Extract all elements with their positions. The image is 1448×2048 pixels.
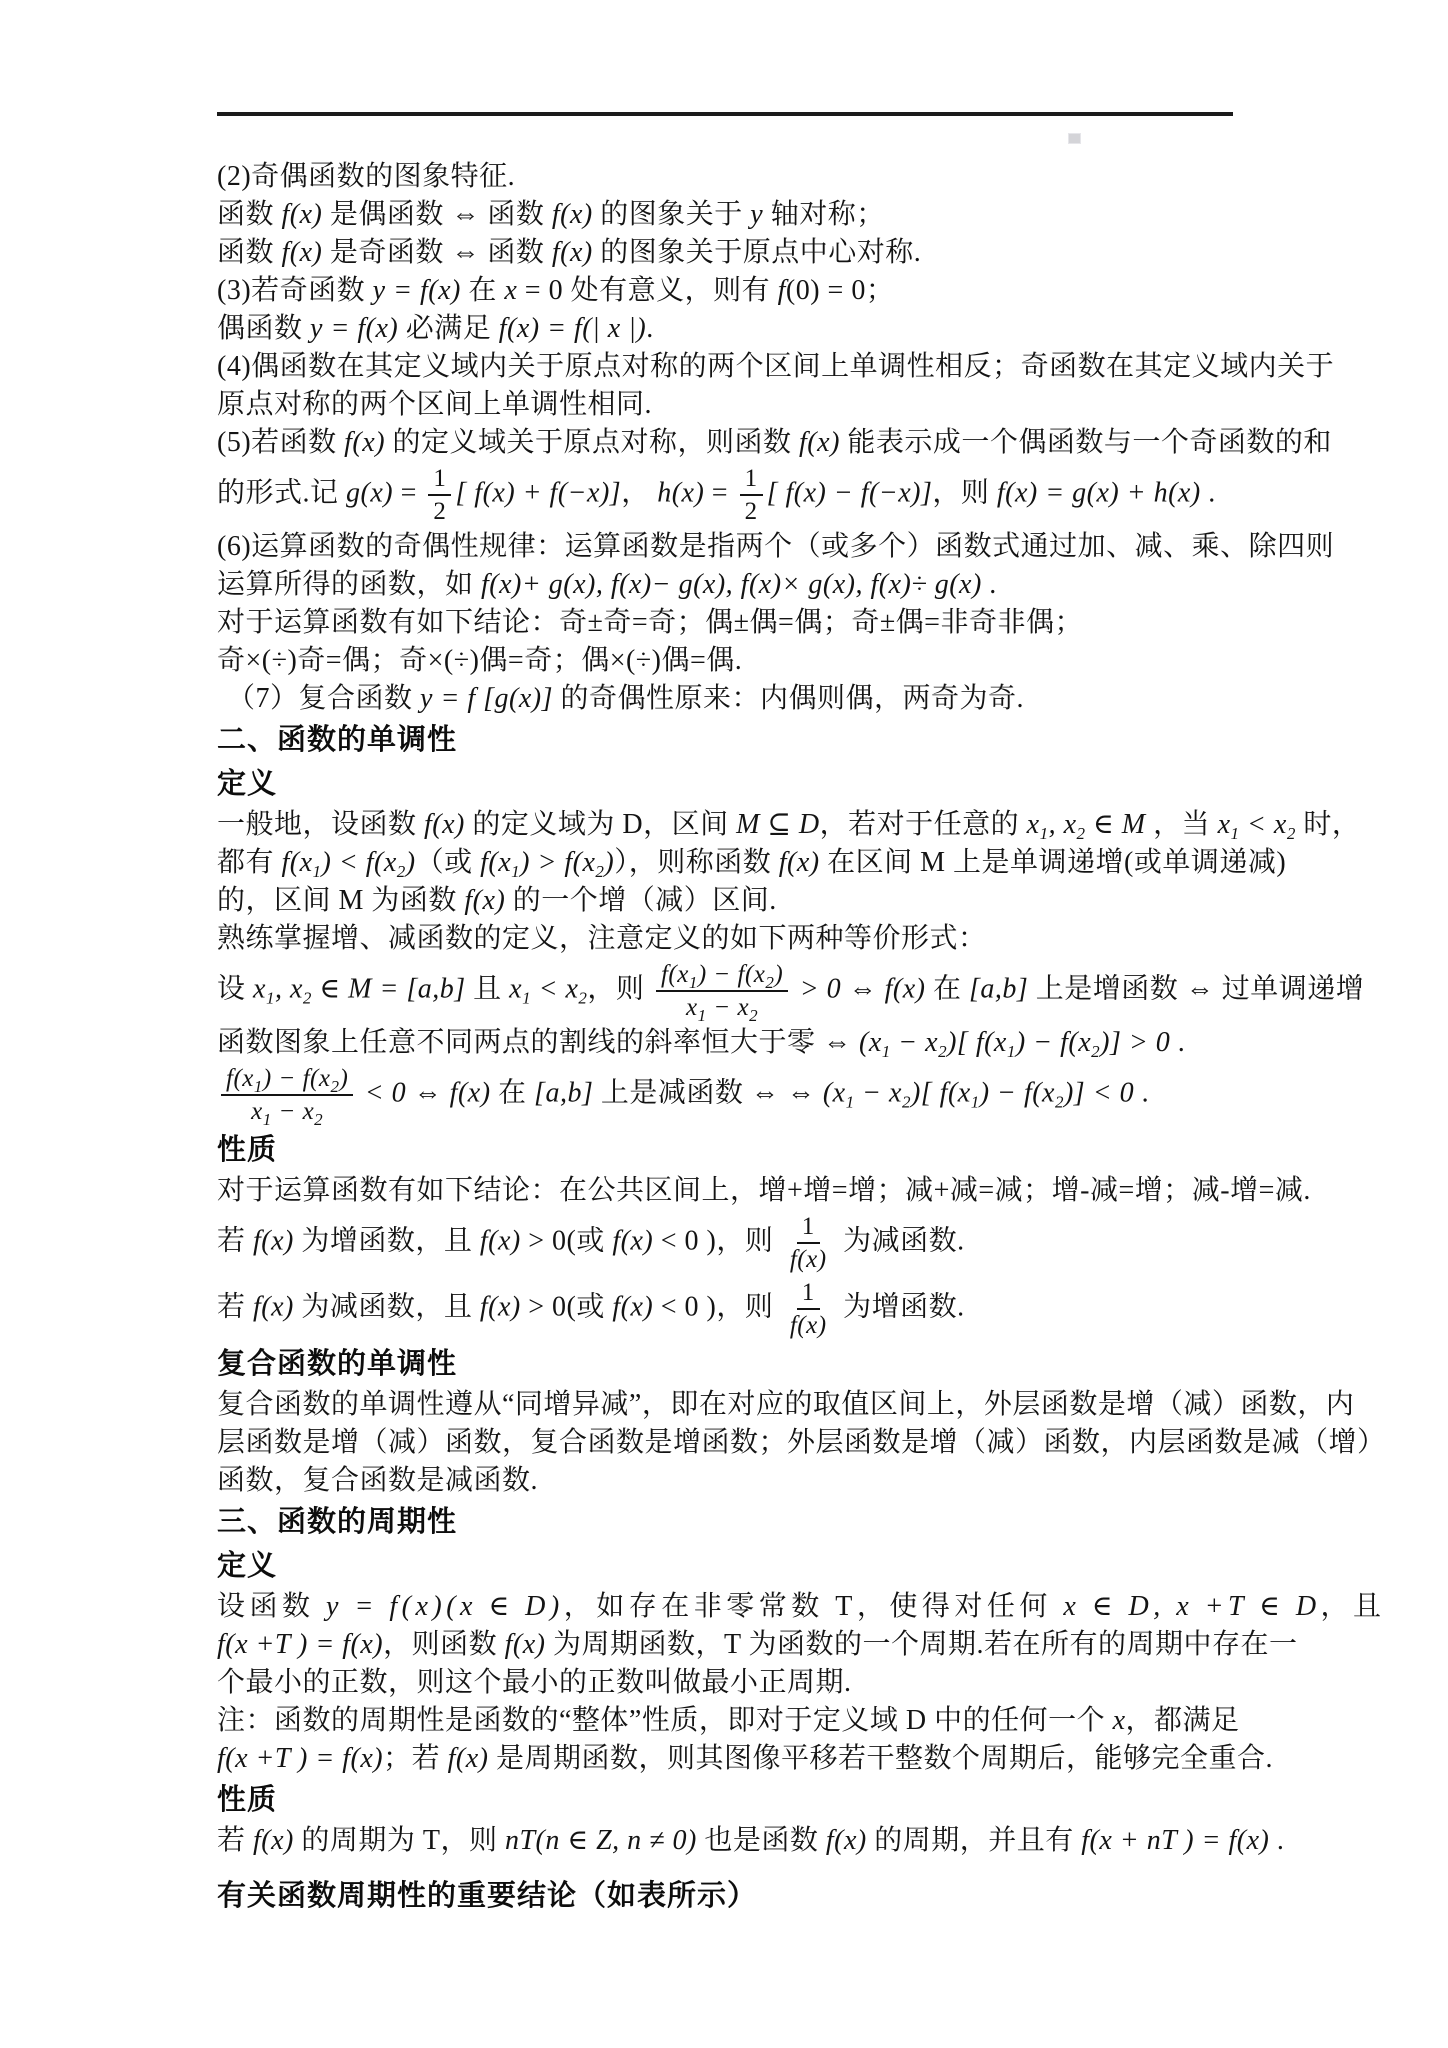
text-line: 的，区间 M 为函数 f(x) 的一个增（减）区间. — [217, 885, 777, 916]
text-line: (5)若函数 f(x) 的定义域关于原点对称，则函数 f(x) 能表示成一个偶函数与一个奇函数的和 — [217, 427, 1332, 458]
text-line: f(x +T ) = f(x)，则函数 f(x) 为周期函数，T 为函数的一个周期.若在所有的周期中存在一 — [217, 1629, 1298, 1660]
text-line: f(x +T ) = f(x)；若 f(x) 是周期函数，则其图像平移若干整数个周期后，能够完全重合. — [217, 1743, 1273, 1774]
text-line: $\frac{f(x_1) - f(x_2)}{x_1 - x_2}$ < 0 ⇔ f(x) 在 [a,b] 上是减函数 ⇔ ⇔ $(x_1 - x_2)$[ $f(x_1) - f(x_2)] < 0$ . — [217, 1062, 1257, 1128]
scan-artifact — [1068, 133, 1081, 144]
text-line: (3)若奇函数 y = f(x) 在 x = 0 处有意义，则有 f(0) = 0； — [217, 275, 895, 306]
text-line: 个最小的正数，则这个最小的正数叫做最小正周期. — [217, 1667, 852, 1698]
text-line: 奇×(÷)奇=偶；奇×(÷)偶=奇；偶×(÷)偶=偶. — [217, 645, 743, 676]
text-line: 的形式.记 g(x) = $\frac{1}{2}$ [ f(x) + f(−x)]， h(x) = $\frac{1}{2}$ [ f(x) − f(−x)]，则 f(x) = g(x) + h(x) . — [217, 465, 1216, 525]
text-line: 偶函数 y = f(x) 必满足 f(x) = f(| x |). — [217, 313, 654, 344]
text-line: 设函数 y = f(x)(x ∈ D)，如存在非零常数 T，使得对任何 x ∈ D, x +T ∈ D，且 — [217, 1591, 1386, 1622]
text-line: 函数 f(x) 是偶函数 ⇔ 函数 f(x) 的图象关于 y 轴对称； — [217, 199, 885, 230]
text-line: 注：函数的周期性是函数的“整体”性质，即对于定义域 D 中的任何一个 x，都满足 — [217, 1705, 1240, 1736]
text-line: (4)偶函数在其定义域内关于原点对称的两个区间上单调性相反；奇函数在其定义域内关于 — [217, 351, 1335, 382]
section-heading: 定义 — [217, 768, 278, 800]
text-line: (2)奇偶函数的图象特征. — [217, 161, 516, 192]
section-heading: 复合函数的单调性 — [217, 1348, 458, 1380]
section-heading: 性质 — [217, 1784, 278, 1816]
text-line: 函数，复合函数是减函数. — [217, 1465, 539, 1496]
text-line: 一般地，设函数 f(x) 的定义域为 D，区间 M ⊆ D，若对于任意的 $x_1$, $x_2$ ∈ M ，当 $x_1 < x_2$ 时， — [217, 809, 1361, 843]
fraction: $\frac{1}{2}$ — [740, 464, 763, 526]
text-line: 若 f(x) 为减函数，且 f(x) > 0(或 f(x) < 0 )，则 $\frac{1}{f(x)}$ 为增函数. — [217, 1279, 965, 1339]
text-line: 对于运算函数有如下结论：在公共区间上，增+增=增；减+减=减；增-减=增；减-增=减. — [217, 1175, 1311, 1206]
text-line: 函数 f(x) 是奇函数 ⇔ 函数 f(x) 的图象关于原点中心对称. — [217, 237, 922, 268]
fraction: $\frac{f(x_1) - f(x_2)}{x_1 - x_2}$ — [221, 1064, 353, 1126]
text-line: (6)运算函数的奇偶性规律：运算函数是指两个（或多个）函数式通过加、减、乘、除四则 — [217, 531, 1335, 562]
fraction: $\frac{1}{f(x)}$ — [789, 1279, 827, 1339]
text-line: 若 f(x) 的周期为 T，则 nT(n ∈ Z, n ≠ 0) 也是函数 f(x) 的周期，并且有 f(x + nT ) = f(x) . — [217, 1825, 1285, 1856]
text-line: 函数图象上任意不同两点的割线的斜率恒大于零 ⇔ $(x_1 - x_2)$[ $f(x_1) - f(x_2)] > 0$ . — [217, 1027, 1186, 1061]
section-heading: 性质 — [217, 1134, 278, 1166]
text-line: 原点对称的两个区间上单调性相同. — [217, 389, 653, 420]
text-line: 都有 $f(x_1) < f(x_2)$（或 $f(x_1) > f(x_2)$），则称函数 f(x) 在区间 M 上是单调递增(或单调递减) — [217, 847, 1287, 881]
text-line: 复合函数的单调性遵从“同增异减”，即在对应的取值区间上，外层函数是增（减）函数，内 — [217, 1389, 1355, 1420]
text-line: （7）复合函数 y = f [g(x)] 的奇偶性原来：内偶则偶，两奇为奇. — [227, 683, 1025, 714]
header-rule — [217, 112, 1233, 116]
fraction: $\frac{1}{f(x)}$ — [789, 1213, 827, 1273]
document-content — [217, 158, 1386, 1918]
section-heading: 定义 — [217, 1550, 278, 1582]
section-heading: 三、函数的周期性 — [217, 1506, 458, 1538]
section-heading: 有关函数周期性的重要结论（如表所示） — [217, 1880, 758, 1912]
fraction: $\frac{1}{2}$ — [428, 464, 451, 526]
section-heading: 二、函数的单调性 — [217, 724, 458, 756]
text-line: 设 $x_1$, $x_2$ ∈ M = [a,b] 且 $x_1 < x_2$，则 $\frac{f(x_1) - f(x_2)}{x_1 - x_2}$ > 0 ⇔ f(x) 在 [a,b] 上是增函数 ⇔ 过单调递增 — [217, 961, 1365, 1025]
text-line: 对于运算函数有如下结论：奇±奇=奇；偶±偶=偶；奇±偶=非奇非偶； — [217, 607, 1083, 638]
text-line: 层函数是增（减）函数，复合函数是增函数；外层函数是增（减）函数，内层函数是减（增） — [217, 1427, 1386, 1458]
text-line: 若 f(x) 为增函数，且 f(x) > 0(或 f(x) < 0 )，则 $\frac{1}{f(x)}$ 为减函数. — [217, 1213, 965, 1273]
text-line: 熟练掌握增、减函数的定义，注意定义的如下两种等价形式： — [217, 923, 987, 954]
text-line: 运算所得的函数，如 f(x)+ g(x), f(x)− g(x), f(x)× g(x), f(x)÷ g(x) . — [217, 569, 997, 600]
fraction: $\frac{f(x_1) - f(x_2)}{x_1 - x_2}$ — [656, 960, 788, 1022]
